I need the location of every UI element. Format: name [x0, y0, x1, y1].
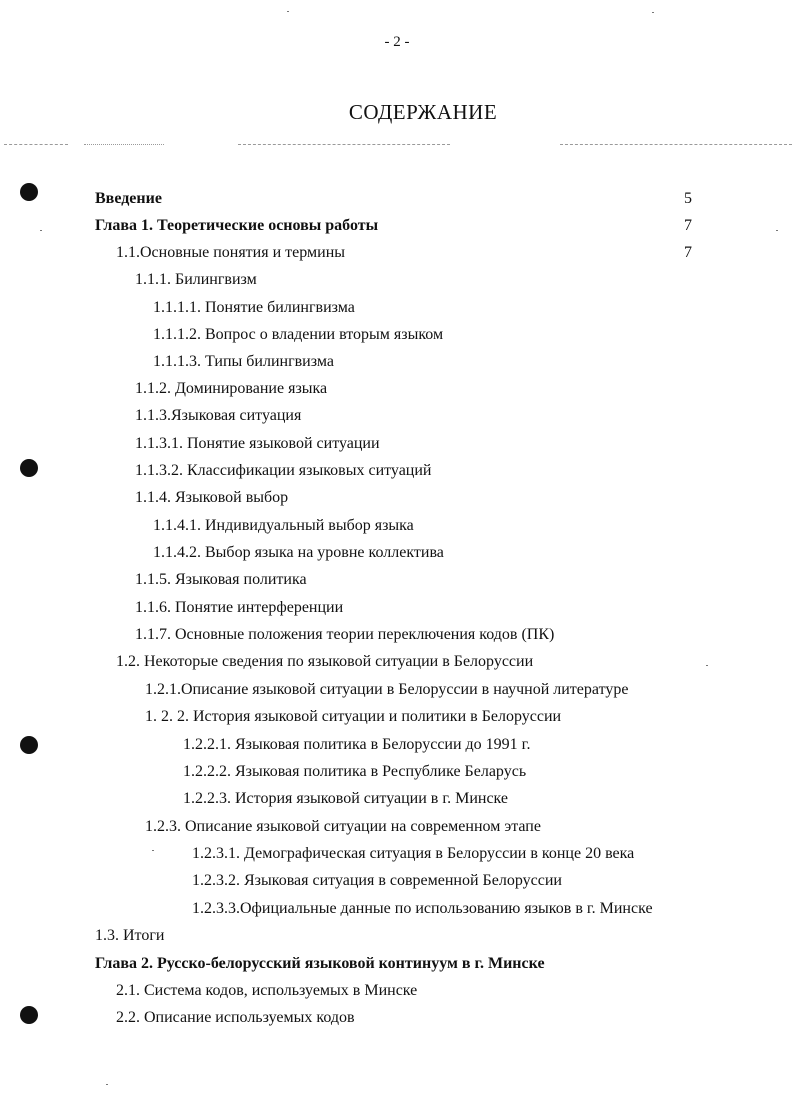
scan-speck — [152, 850, 154, 851]
toc-page-number: 5 — [684, 190, 692, 207]
scan-speck — [706, 665, 708, 666]
toc-item[interactable]: 1.1.1.3. Типы билингвизма — [153, 353, 334, 370]
punch-hole — [20, 1006, 38, 1024]
page-number: - 2 - — [384, 34, 410, 50]
toc-page-number: 7 — [684, 217, 692, 234]
scan-speck — [106, 1084, 108, 1085]
toc-item[interactable]: 1.1.5. Языковая политика — [135, 571, 307, 588]
scan-speck — [40, 230, 42, 231]
toc-item[interactable]: 2.2. Описание используемых кодов — [116, 1009, 355, 1026]
scan-speck — [776, 230, 778, 231]
toc-item[interactable]: 1.1.1.2. Вопрос о владении вторым языком — [153, 326, 444, 343]
toc-item[interactable]: 1.1.1.1. Понятие билингвизма — [153, 299, 355, 316]
toc-item[interactable]: 1.1.1. Билингвизм — [135, 271, 257, 288]
toc-item-chapter-1[interactable]: Глава 1. Теоретические основы работы — [95, 217, 379, 234]
punch-hole — [20, 459, 38, 477]
toc-item[interactable]: 2.1. Система кодов, используемых в Минске — [116, 982, 418, 999]
scan-rule-dots — [84, 144, 164, 145]
scan-speck — [652, 12, 654, 13]
toc-item[interactable]: 1.2.2.1. Языковая политика в Белоруссии до 1991 г. — [183, 736, 531, 753]
toc-item[interactable]: 1.2. Некоторые сведения по языковой ситуации в Белоруссии — [116, 653, 534, 670]
toc-item[interactable]: 1.2.3. Описание языковой ситуации на современном этапе — [145, 818, 541, 835]
toc-item[interactable]: 1.1.3.2. Классификации языковых ситуаций — [135, 462, 432, 479]
toc-item-chapter-2[interactable]: Глава 2. Русско-белорусский языковой континуум в г. Минске — [95, 955, 545, 972]
toc-item[interactable]: 1.1.3.Языковая ситуация — [135, 407, 302, 424]
toc-item[interactable]: 1.2.3.1. Демографическая ситуация в Белоруссии в конце 20 века — [192, 845, 635, 862]
toc-item[interactable]: 1.1.7. Основные положения теории переключения кодов (ПК) — [135, 626, 555, 643]
toc-item[interactable]: 1.1.3.1. Понятие языковой ситуации — [135, 435, 380, 452]
toc-item[interactable]: 1.1.4.2. Выбор языка на уровне коллектива — [153, 544, 444, 561]
toc-item[interactable]: 1.2.2.2. Языковая политика в Республике Беларусь — [183, 763, 527, 780]
toc-item[interactable]: 1.3. Итоги — [95, 927, 165, 944]
page-title: СОДЕРЖАНИЕ — [348, 100, 498, 124]
toc-item[interactable]: 1.1.4.1. Индивидуальный выбор языка — [153, 517, 414, 534]
scan-rule-right — [560, 144, 792, 145]
toc-item[interactable]: 1. 2. 2. История языковой ситуации и политики в Белоруссии — [145, 708, 562, 725]
toc-item[interactable]: 1.1.Основные понятия и термины — [116, 244, 345, 261]
toc-item[interactable]: 1.2.1.Описание языковой ситуации в Белоруссии в научной литературе — [145, 681, 629, 698]
toc-item[interactable]: 1.2.3.3.Официальные данные по использованию языков в г. Минске — [192, 900, 653, 917]
toc-item[interactable]: 1.2.3.2. Языковая ситуация в современной Белоруссии — [192, 872, 562, 889]
scan-speck — [287, 11, 289, 12]
toc-item-introduction[interactable]: Введение — [95, 190, 162, 207]
toc-page-number: 7 — [684, 244, 692, 261]
toc-item[interactable]: 1.1.2. Доминирование языка — [135, 380, 328, 397]
toc-item[interactable]: 1.1.6. Понятие интерференции — [135, 599, 344, 616]
toc-item[interactable]: 1.2.2.3. История языковой ситуации в г. Минске — [183, 790, 509, 807]
punch-hole — [20, 736, 38, 754]
scan-rule-center — [238, 144, 450, 145]
punch-hole — [20, 183, 38, 201]
scan-rule-left — [4, 144, 68, 145]
toc-item[interactable]: 1.1.4. Языковой выбор — [135, 489, 289, 506]
